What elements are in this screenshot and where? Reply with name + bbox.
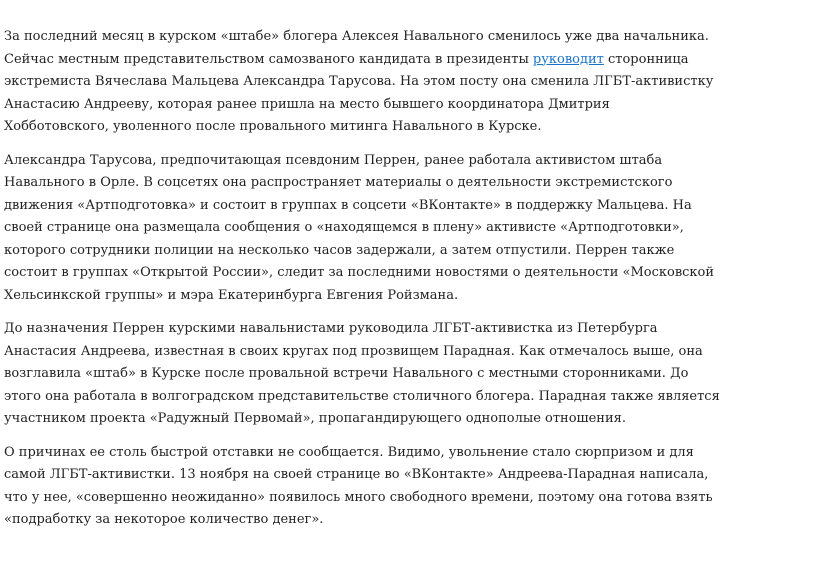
text-line: что у нее, «совершенно неожиданно» появилось много свободного времени, поэтому она готова взять <box>4 489 713 505</box>
text-line: Навального в Орле. В соцсетях она распространяет материалы о деятельности экстремистского <box>4 175 673 190</box>
text-line: Хобботовского, уволенного после провального митинга Навального в Курске. <box>4 119 542 134</box>
text-line: участником проекта «Радужный Первомай», пропагандирующего однополые отношения. <box>4 411 626 426</box>
text-line: возглавила «штаб» в Курске после провальной встречи Навального с местными сторонниками. До <box>4 366 689 381</box>
text-line: До назначения Перрен курскими навальнистами руководила ЛГБТ-активистка из Петербурга <box>4 321 658 336</box>
text-segment: сторонница <box>603 51 689 67</box>
paragraph-3 <box>4 318 832 431</box>
rukovodit-link[interactable]: руководит <box>532 51 604 67</box>
paragraph-2 <box>4 150 832 308</box>
text-line: Хельсинкской группы» и мэра Екатеринбурга Евгения Ройзмана. <box>4 287 459 303</box>
text-line: состоит в группах «Открытой России», следит за последними новостями о деятельности «Московской <box>4 265 715 280</box>
text-segment: Сейчас местным представительством самозваного кандидата в президенты <box>4 51 533 67</box>
text-line: самой ЛГБТ-активистки. 13 ноября на своей странице во «ВКонтакте» Андреева-Парадная написала, <box>4 467 709 482</box>
text-line: своей странице она размещала сообщения о «находящемся в плену» активисте «Артподготовки», <box>4 220 684 235</box>
text-line: экстремиста Вячеслава Мальцева Александра Тарусова. На этом посту она сменила ЛГБТ-активистку <box>4 74 714 89</box>
text-line: Александра Тарусова, предпочитающая псевдоним Перрен, ранее работала активистом штаба <box>4 152 663 168</box>
text-line: О причинах ее столь быстрой отставки не сообщается. Видимо, увольнение стало сюрпризом и для <box>4 444 694 460</box>
text-line: которого сотрудники полиции на несколько часов задержали, а затем отпустили. Перрен также <box>4 242 675 258</box>
paragraph-4 <box>4 442 832 532</box>
text-line: Анастасия Андреева, известная в своих кругах под прозвищем Парадная. Как отмечалось выше, она <box>4 343 703 359</box>
paragraph-1 <box>4 26 832 139</box>
text-line: этого она работала в волгоградском представительстве столичного блогера. Парадная также является <box>4 388 720 404</box>
text-line <box>4 49 832 72</box>
text-line: За последний месяц в курском «штабе» блогера Алексея Навального сменилось уже два начальника. <box>4 29 709 44</box>
article-body <box>4 26 832 532</box>
text-line: Анастасию Андрееву, которая ранее пришла на место бывшего координатора Дмитрия <box>4 96 610 112</box>
text-line: «подработку за некоторое количество денег». <box>4 512 324 527</box>
text-line: движения «Артподготовка» и состоит в группах в соцсети «ВКонтакте» в поддержку Мальцева. На <box>4 197 692 213</box>
